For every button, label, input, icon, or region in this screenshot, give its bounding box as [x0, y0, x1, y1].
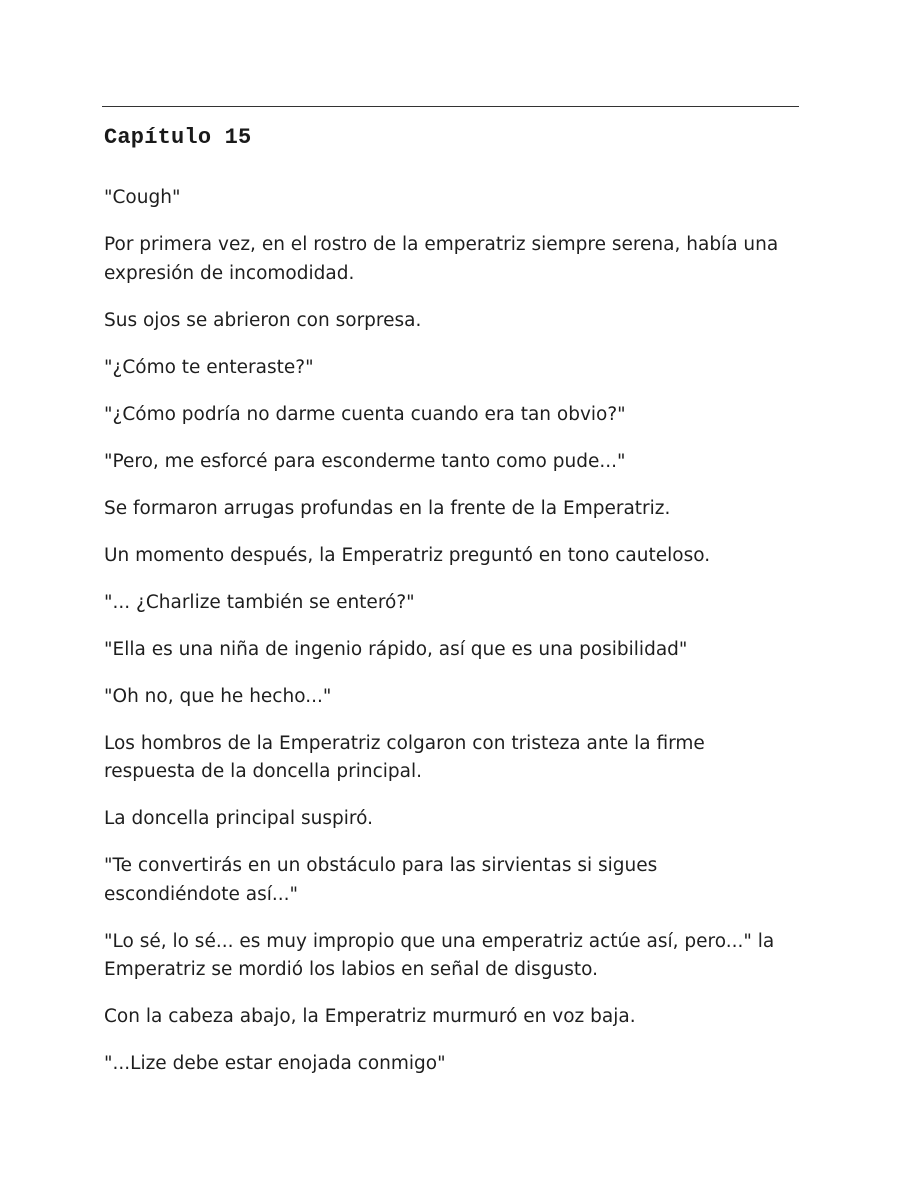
paragraph: "¿Cómo te enteraste?": [104, 356, 314, 378]
paragraph: Un momento después, la Emperatriz preguntó en tono cauteloso.: [104, 544, 711, 566]
paragraph: "Pero, me esforcé para esconderme tanto como pude...": [104, 450, 626, 472]
paragraph: "Lo sé, lo sé... es muy impropio que una emperatriz actúe así, pero..." la Emperatriz se mordió los labios en señal de disgusto.: [104, 930, 775, 980]
paragraph: "Cough": [104, 187, 181, 208]
paragraph: "Ella es una niña de ingenio rápido, así que es una posibilidad": [104, 638, 688, 660]
paragraph: "... ¿Charlize también se enteró?": [104, 591, 415, 613]
paragraph: "Oh no, que he hecho...": [104, 685, 332, 707]
header-divider: [102, 106, 799, 107]
paragraph: Sus ojos se abrieron con sorpresa.: [104, 309, 422, 331]
paragraph: "¿Cómo podría no darme cuenta cuando era tan obvio?": [104, 403, 626, 425]
paragraph: La doncella principal suspiró.: [104, 808, 373, 829]
chapter-title: Capítulo 15: [104, 125, 252, 150]
paragraph: Se formaron arrugas profundas en la frente de la Emperatriz.: [104, 497, 671, 519]
paragraph: Por primera vez, en el rostro de la emperatriz siempre serena, había una expresión de incomodidad.: [104, 234, 779, 284]
paragraph: "Te convertirás en un obstáculo para las sirvientas si sigues escondiéndote así...": [104, 855, 658, 905]
paragraph: Con la cabeza abajo, la Emperatriz murmuró en voz baja.: [104, 1006, 636, 1027]
chapter-body: [104, 184, 794, 1097]
paragraph: Los hombros de la Emperatriz colgaron con tristeza ante la firme respuesta de la doncella principal.: [104, 732, 705, 782]
paragraph: "...Lize debe estar enojada conmigo": [104, 1053, 446, 1074]
